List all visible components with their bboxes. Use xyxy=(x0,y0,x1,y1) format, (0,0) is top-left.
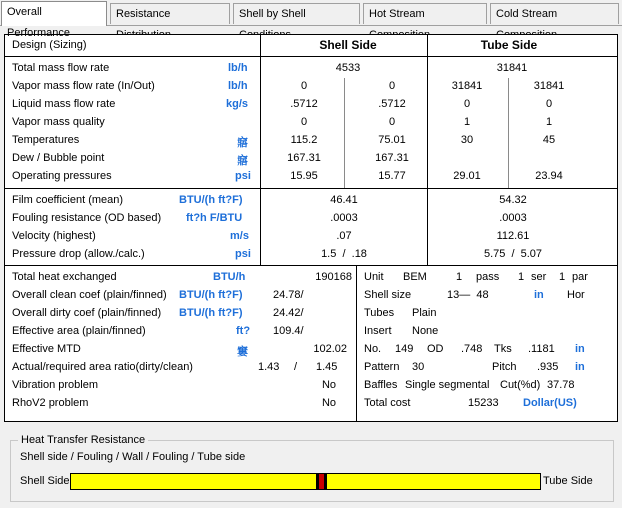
unit-label: BTU/(h ft?F) xyxy=(179,194,243,206)
tube-value: 5.75 / 5.07 xyxy=(483,248,543,260)
row-label: Operating pressures xyxy=(12,170,112,182)
par-label: par xyxy=(572,271,588,283)
unit-label: psi xyxy=(235,170,251,182)
tube-out-value: 23.94 xyxy=(535,170,563,182)
cut-label: Cut(%d) xyxy=(500,379,541,391)
pass-label: pass xyxy=(476,271,500,283)
divider xyxy=(4,265,618,266)
clean-coef-label: Overall clean coef (plain/finned) xyxy=(12,289,167,301)
divider xyxy=(4,188,618,189)
shell-size-value: 13— 48 xyxy=(447,289,489,301)
unit-label: psi xyxy=(235,248,251,260)
divider xyxy=(4,56,618,57)
tube-in-value: 0 xyxy=(463,98,471,110)
dirty-coef-unit: BTU/(h ft?F) xyxy=(179,307,243,319)
shell-in-value: 115.2 xyxy=(290,134,318,146)
pattern-value: 30 xyxy=(412,361,425,373)
dirty-coef-label: Overall dirty coef (plain/finned) xyxy=(12,307,162,319)
row-label: Fouling resistance (OD based) xyxy=(12,212,162,224)
ser-label: ser xyxy=(531,271,547,283)
pitch-label: Pitch xyxy=(492,361,517,373)
shell-in-value: 15.95 xyxy=(290,170,318,182)
effective-area-label: Effective area (plain/finned) xyxy=(12,325,146,337)
divider xyxy=(356,265,357,422)
area-ratio-sep: / xyxy=(294,361,298,373)
row-label: Vapor mass flow rate (In/Out) xyxy=(12,80,155,92)
area-ratio-dirty: 1.43 xyxy=(258,361,280,373)
pitch-unit: in xyxy=(575,361,585,373)
shell-in-value: .5712 xyxy=(290,98,318,110)
dirty-coef-value: 24.42/ xyxy=(273,307,304,319)
tube-side-header: Tube Side xyxy=(480,38,538,52)
tab-resistance-distribution[interactable] xyxy=(110,3,230,24)
clean-coef-unit: BTU/(h ft?F) xyxy=(179,289,243,301)
resistance-bar xyxy=(70,473,541,490)
row-label: Temperatures xyxy=(12,134,80,146)
shell-in-value: 0 xyxy=(300,80,308,92)
pattern-label: Pattern xyxy=(364,361,400,373)
heat-transfer-resistance-group xyxy=(10,440,614,502)
tube-in-value: 1 xyxy=(463,116,471,128)
effective-mtd-label: Effective MTD xyxy=(12,343,81,355)
shell-out-value: 167.31 xyxy=(375,152,409,164)
shell-size-label: Shell size xyxy=(364,289,412,301)
tube-out-value: 0 xyxy=(545,98,553,110)
unit-label: 窹 xyxy=(237,155,248,167)
tubes-value: Plain xyxy=(412,307,437,319)
tube-in-value: 31841 xyxy=(451,80,483,92)
tks-unit: in xyxy=(575,343,585,355)
cut-value: 37.78 xyxy=(547,379,575,391)
total-heat-label: Total heat exchanged xyxy=(12,271,117,283)
row-label: Film coefficient (mean) xyxy=(12,194,124,206)
shell-out-value: .5712 xyxy=(378,98,406,110)
row-label: Total mass flow rate xyxy=(12,62,110,74)
unit-label: 窹 xyxy=(237,137,248,149)
unit-value: BEM xyxy=(403,271,427,283)
od-value: .748 xyxy=(461,343,483,355)
total-cost-unit: Dollar(US) xyxy=(523,397,577,409)
tab-overall-performance[interactable] xyxy=(1,1,107,39)
divider xyxy=(508,78,509,188)
design-label: Design (Sizing) xyxy=(12,39,87,51)
shell-value: 4533 xyxy=(335,62,361,74)
tube-out-value: 31841 xyxy=(533,80,565,92)
insert-value: None xyxy=(412,325,439,337)
par-value: 1 xyxy=(559,271,566,283)
divider xyxy=(344,78,345,188)
effective-mtd-unit: 窶 xyxy=(237,346,248,358)
tubes-label: Tubes xyxy=(364,307,395,319)
shell-value: 46.41 xyxy=(330,194,358,206)
vibration-value: No xyxy=(321,379,336,391)
shell-in-value: 167.31 xyxy=(287,152,321,164)
ser-value: 1 xyxy=(518,271,525,283)
tube-value: .0003 xyxy=(499,212,527,224)
tube-side-bar-label: Tube Side xyxy=(543,475,593,487)
tab-hot-stream-composition[interactable] xyxy=(363,3,487,24)
rhov2-value: No xyxy=(321,397,336,409)
tube-in-value: 30 xyxy=(460,134,474,146)
total-heat-unit: BTU/h xyxy=(213,271,246,283)
shell-size-unit: in xyxy=(534,289,544,301)
unit-label: lb/h xyxy=(228,80,248,92)
tab-strip xyxy=(0,0,622,39)
divider xyxy=(427,34,428,265)
tube-value: 54.32 xyxy=(499,194,527,206)
shell-out-value: 75.01 xyxy=(378,134,406,146)
total-heat-value: 190168 xyxy=(315,271,352,283)
resistance-subtitle: Shell side / Fouling / Wall / Fouling / Tube side xyxy=(20,451,246,463)
tube-value: 112.61 xyxy=(496,230,530,242)
unit-label: lb/h xyxy=(228,62,248,74)
tube-count-label: No. xyxy=(364,343,382,355)
shell-out-value: 0 xyxy=(388,80,396,92)
row-label: Dew / Bubble point xyxy=(12,152,105,164)
tube-out-value: 45 xyxy=(542,134,556,146)
shell-side-bar-label: Shell Side xyxy=(20,475,70,487)
unit-label: m/s xyxy=(230,230,249,242)
shell-value: 1.5 / .18 xyxy=(321,248,367,260)
shell-out-value: 15.77 xyxy=(378,170,406,182)
effective-area-value: 109.4/ xyxy=(273,325,304,337)
row-label: Vapor mass quality xyxy=(12,116,105,128)
insert-label: Insert xyxy=(364,325,392,337)
area-ratio-label: Actual/required area ratio(dirty/clean) xyxy=(12,361,193,373)
od-label: OD xyxy=(427,343,444,355)
total-cost-label: Total cost xyxy=(364,397,411,409)
total-cost-value: 15233 xyxy=(468,397,499,409)
group-title: Heat Transfer Resistance xyxy=(18,434,148,446)
clean-coef-value: 24.78/ xyxy=(273,289,304,301)
unit-label: ft?h F/BTU xyxy=(186,212,243,224)
fouling-segment xyxy=(324,474,327,489)
unit-label: Unit xyxy=(364,271,384,283)
tube-value: 31841 xyxy=(496,62,528,74)
tks-value: .1181 xyxy=(528,343,555,355)
tab-label: Resistance xyxy=(116,8,171,20)
pitch-value: .935 xyxy=(537,361,559,373)
unit-label: kg/s xyxy=(226,98,249,110)
shell-in-value: 0 xyxy=(300,116,308,128)
shell-value: .07 xyxy=(336,230,352,242)
vibration-label: Vibration problem xyxy=(12,379,99,391)
row-label: Liquid mass flow rate xyxy=(12,98,116,110)
area-ratio-clean: 1.45 xyxy=(316,361,338,373)
tab-cold-stream-composition[interactable] xyxy=(490,3,619,24)
shell-out-value: 0 xyxy=(388,116,396,128)
rhov2-label: RhoV2 problem xyxy=(12,397,89,409)
tab-label: Shell by Shell xyxy=(239,8,306,20)
tab-label: Cold Stream xyxy=(496,8,558,20)
tab-label: Overall Performance xyxy=(7,6,70,39)
baffles-value: Single segmental xyxy=(405,379,490,391)
shell-value: .0003 xyxy=(330,212,358,224)
row-label: Velocity (highest) xyxy=(12,230,96,242)
tab-label: Hot Stream xyxy=(369,8,425,20)
passes-value: 1 xyxy=(456,271,463,283)
tube-out-value: 1 xyxy=(545,116,553,128)
baffles-label: Baffles xyxy=(364,379,398,391)
effective-mtd-value: 102.02 xyxy=(313,343,347,355)
divider xyxy=(260,34,261,265)
tab-shell-by-shell-conditions[interactable] xyxy=(233,3,360,24)
tube-in-value: 29.01 xyxy=(453,170,481,182)
effective-area-unit: ft? xyxy=(236,325,251,337)
tube-count-value: 149 xyxy=(395,343,414,355)
row-label: Pressure drop (allow./calc.) xyxy=(12,248,145,260)
shell-orientation: Hor xyxy=(567,289,585,301)
tks-label: Tks xyxy=(494,343,512,355)
shell-side-header: Shell Side xyxy=(319,38,377,52)
